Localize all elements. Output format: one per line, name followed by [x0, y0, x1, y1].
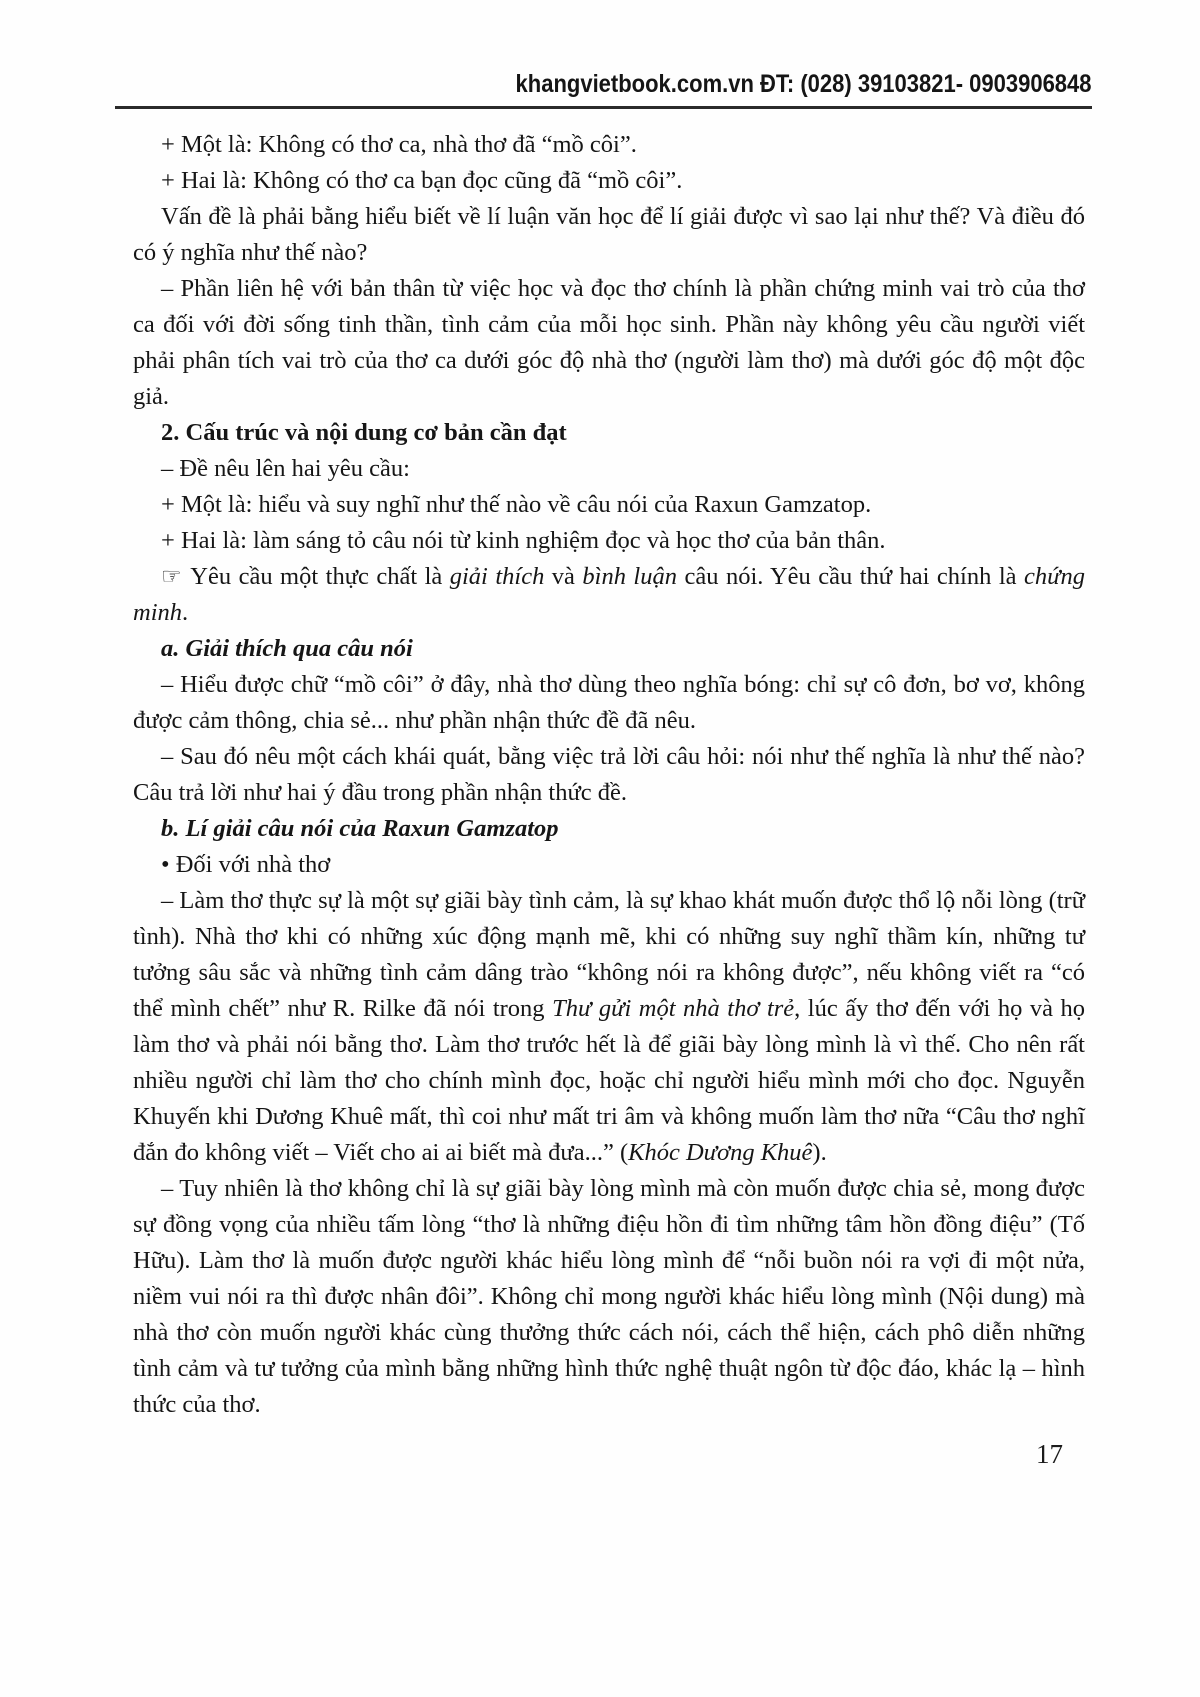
section-heading-2: 2. Cấu trúc và nội dung cơ bản cần đạt: [161, 419, 567, 446]
page-footer: [133, 1439, 1085, 1470]
list-item-mot-la: + Một là: Không có thơ ca, nhà thơ đã “mồ côi”.: [161, 131, 637, 158]
header-divider: [115, 106, 1092, 109]
list-item-hai-la: + Hai là: Không có thơ ca bạn đọc cũng đã “mồ côi”.: [161, 167, 683, 194]
page-body: [133, 127, 1085, 1423]
bullet-doi-voi-nha-tho: • Đối với nhà thơ: [161, 851, 331, 878]
header-contact: khangvietbook.com.vn ĐT: (028) 39103821- 0903906848: [516, 70, 1092, 98]
list-item-yeu-cau-2: + Hai là: làm sáng tỏ câu nói từ kinh nghiệm đọc và học thơ của bản thân.: [161, 527, 886, 554]
list-item-yeu-cau-1: + Một là: hiểu và suy nghĩ như thế nào về câu nói của Raxun Gamzatop.: [161, 491, 872, 518]
paragraph-lam-tho-thuc-su: – Làm thơ thực sự là một sự giãi bày tình cảm, là sự khao khát muốn được thổ lộ nỗi lòng (trữ tình). Nhà thơ khi có những xúc động mạnh mẽ, khi có những suy nghĩ thầm kín, những tư tưởng sâu sắc và những tình cảm dâng trào “không nói ra không được”, nếu không viết ra “có thể mình chết” như R. Rilke đã nói trong Thư gửi một nhà thơ trẻ, lúc ấy thơ đến với họ và họ làm thơ và phải nói bằng thơ. Làm thơ trước hết là để giãi bày lòng mình là vì thế. Cho nên rất nhiều người chỉ làm thơ cho chính mình đọc, hoặc chỉ người hiểu mình mới cho đọc. Nguyễn Khuyến khi Dương Khuê mất, thì coi như mất tri âm và không muốn làm thơ nữa “Câu thơ nghĩ đắn đo không viết – Viết cho ai ai biết mà đưa...” (Khóc Dương Khuê).: [133, 887, 1085, 1166]
subsection-heading-a: a. Giải thích qua câu nói: [161, 635, 413, 662]
page-number: 17: [1036, 1439, 1063, 1469]
paragraph-sau-do-neu: – Sau đó nêu một cách khái quát, bằng việc trả lời câu hỏi: nói như thế nghĩa là như thế nào? Câu trả lời như hai ý đầu trong phần nhận thức đề.: [133, 743, 1085, 806]
page-header: [0, 0, 1200, 99]
paragraph-phan-lien-he: – Phần liên hệ với bản thân từ việc học và đọc thơ chính là phần chứng minh vai trò của thơ ca đối với đời sống tinh thần, tình cảm của mỗi học sinh. Phần này không yêu cầu người viết phải phân tích vai trò của thơ ca dưới góc độ nhà thơ (người làm thơ) mà dưới góc độ một độc giả.: [133, 275, 1085, 410]
paragraph-yeu-cau-note: ☞ Yêu cầu một thực chất là giải thích và bình luận câu nói. Yêu cầu thứ hai chính là chứng minh.: [133, 563, 1085, 626]
pointing-hand-icon: ☞: [161, 564, 191, 590]
paragraph-de-neu: – Đề nêu lên hai yêu cầu:: [161, 455, 410, 482]
paragraph-hieu-duoc-chu: – Hiểu được chữ “mồ côi” ở đây, nhà thơ dùng theo nghĩa bóng: chỉ sự cô đơn, bơ vơ, không được cảm thông, chia sẻ... như phần nhận thức đề đã nêu.: [133, 671, 1085, 734]
paragraph-tuy-nhien: – Tuy nhiên là thơ không chỉ là sự giãi bày lòng mình mà còn muốn được chia sẻ, mong được sự đồng vọng của nhiều tấm lòng “thơ là những điệu hồn đi tìm những tâm hồn đồng điệu” (Tố Hữu). Làm thơ là muốn được người khác hiểu lòng mình để “nỗi buồn nói ra vợi đi một nửa, niềm vui nói ra thì được nhân đôi”. Không chỉ mong người khác hiểu lòng mình (Nội dung) mà nhà thơ còn muốn người khác cùng thưởng thức cách nói, cách thể hiện, cách phô diễn những tình cảm và tư tưởng của mình bằng những hình thức nghệ thuật ngôn từ độc đáo, khác lạ – hình thức của thơ.: [133, 1175, 1085, 1418]
subsection-heading-b: b. Lí giải câu nói của Raxun Gamzatop: [161, 815, 559, 842]
paragraph-van-de: Vấn đề là phải bằng hiểu biết về lí luận văn học để lí giải được vì sao lại như thế? Và điều đó có ý nghĩa như thế nào?: [133, 203, 1085, 266]
